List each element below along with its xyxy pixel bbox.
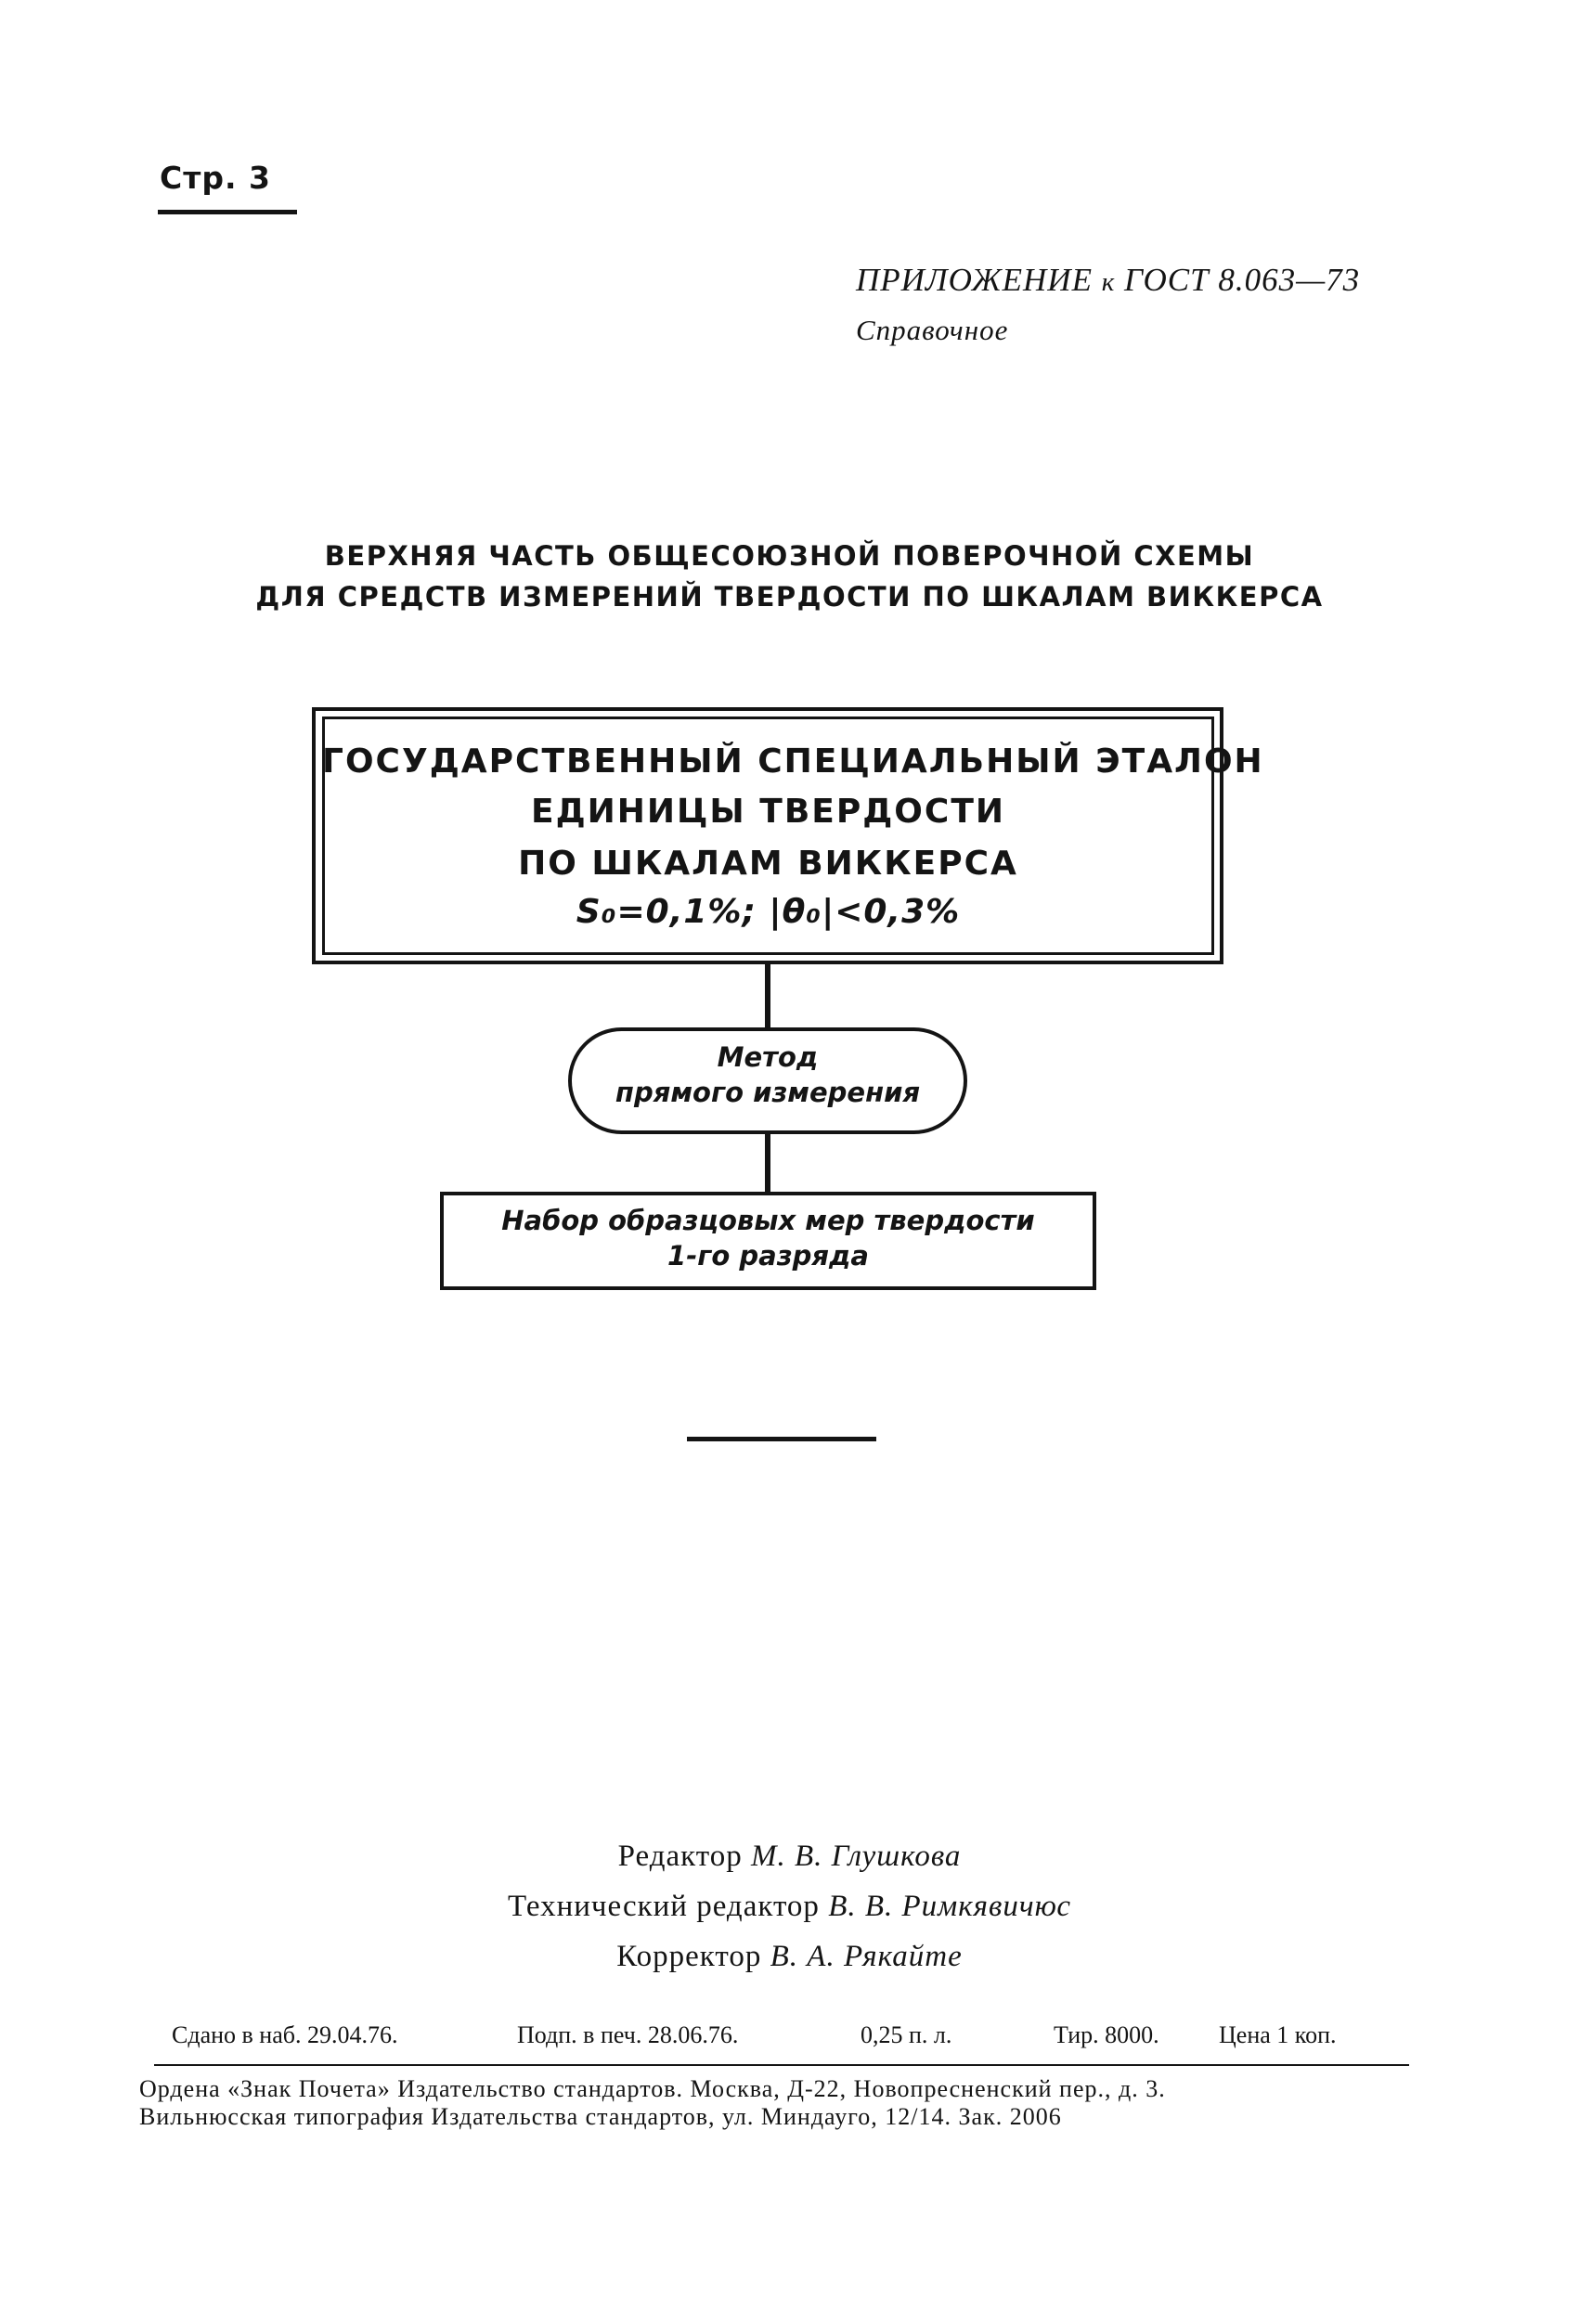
reference-set-line-2: 1-го разряда: [667, 1240, 869, 1272]
tech-editor-name: В. В. Римкявичюс: [828, 1890, 1072, 1923]
appendix-preposition: к: [1101, 267, 1116, 297]
publisher-line-2: Вильнюсская типография Издательства стандартов, ул. Миндауго, 12/14. Зак. 2006: [139, 2103, 1062, 2130]
proofreader-credit: [0, 1940, 1579, 1974]
imprint-rule: [154, 2064, 1409, 2066]
appendix-heading: [856, 262, 1360, 299]
imprint-price: Цена 1 коп.: [1219, 2021, 1337, 2048]
tech-editor-role: Технический редактор: [507, 1890, 820, 1923]
reference-label: Справочное: [856, 314, 1009, 346]
tech-editor-credit: [0, 1890, 1579, 1924]
connector-etalon-to-method: [765, 964, 770, 1027]
proofreader-role: Корректор: [616, 1940, 762, 1973]
appendix-standard: ГОСТ 8.063—73: [1124, 262, 1361, 298]
reference-set-line-1: Набор образцовых мер твердости: [501, 1205, 1035, 1236]
appendix-label: ПРИЛОЖЕНИЕ: [856, 262, 1093, 298]
imprint-circulation: Тир. 8000.: [1054, 2021, 1159, 2048]
connector-method-to-set: [765, 1134, 770, 1192]
etalon-accuracy: S₀=0,1%; |θ₀|<0,3%: [576, 893, 961, 931]
publisher-line-1: Ордена «Знак Почета» Издательство стандартов. Москва, Д-22, Новопресненский пер., д. 3.: [139, 2075, 1166, 2102]
editor-role: Редактор: [617, 1840, 743, 1873]
editor-name: М. В. Глушкова: [750, 1840, 962, 1873]
proofreader-name: В. А. Рякайте: [770, 1940, 963, 1973]
method-line-1: Метод: [717, 1041, 819, 1073]
method-line-2: прямого измерения: [615, 1077, 921, 1108]
section-divider: [687, 1437, 876, 1441]
etalon-title-line-3: ПО ШКАЛАМ ВИККЕРСА: [518, 845, 1018, 883]
editor-credit: [0, 1840, 1579, 1874]
document-title-line-2: ДЛЯ СРЕДСТВ ИЗМЕРЕНИЙ ТВЕРДОСТИ ПО ШКАЛАМ ВИККЕРСА: [255, 581, 1324, 613]
page-number: Стр. 3: [160, 160, 271, 196]
imprint-submitted: Сдано в наб. 29.04.76.: [172, 2021, 398, 2048]
etalon-title-line-1: ГОСУДАРСТВЕННЫЙ СПЕЦИАЛЬНЫЙ ЭТАЛОН: [322, 742, 1264, 781]
page-number-underline: [158, 210, 297, 214]
imprint-signed: Подп. в печ. 28.06.76.: [517, 2021, 739, 2048]
document-title-line-1: ВЕРХНЯЯ ЧАСТЬ ОБЩЕСОЮЗНОЙ ПОВЕРОЧНОЙ СХЕМЫ: [324, 540, 1255, 572]
etalon-title-line-2: ЕДИНИЦЫ ТВЕРДОСТИ: [530, 793, 1006, 831]
imprint-sheets: 0,25 п. л.: [861, 2021, 952, 2048]
